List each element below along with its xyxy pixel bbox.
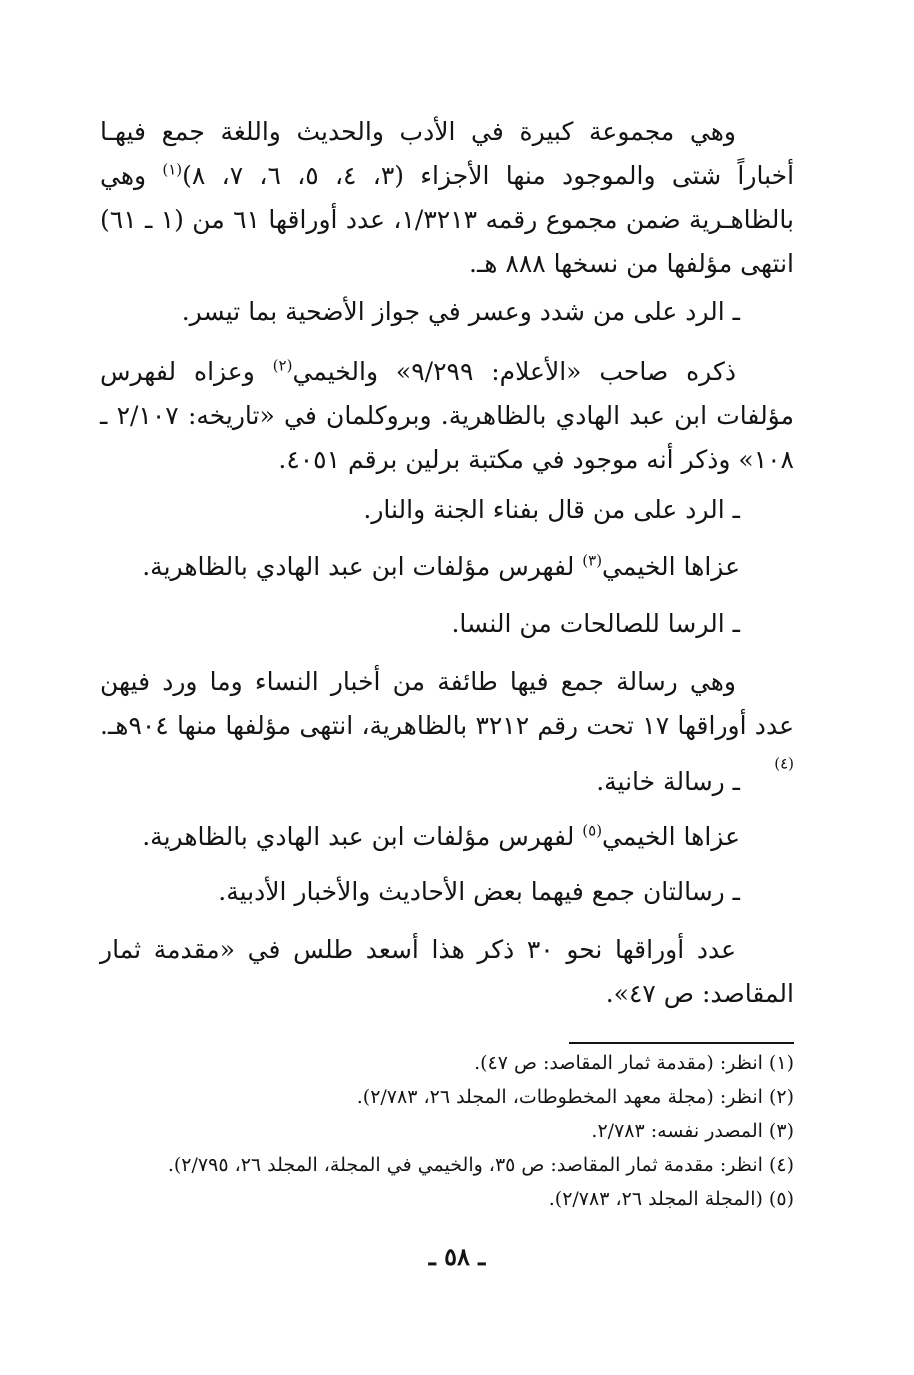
page-number: ـ ٥٨ ـ xyxy=(428,1242,486,1271)
paragraph-text: عزاها الخيمي xyxy=(602,552,740,581)
paragraph-attribution-3 xyxy=(100,545,740,589)
paragraph-text: ذكره صاحب «الأعلام: ٩/٢٩٩» والخيمي xyxy=(292,357,736,386)
footnote-1: (١) انظر: (مقدمة ثمار المقاصد: ص ٤٧). xyxy=(474,1052,794,1074)
footnote-3: (٣) المصدر نفسه: ٢/٧٨٣. xyxy=(591,1120,794,1142)
footnote-4: (٤) انظر: مقدمة ثمار المقاصد: ص ٣٥، والخيمي في المجلة، المجلد ٢٦، ٢/٧٩٥). xyxy=(167,1154,794,1176)
entry-title-risalatan: ـ رسالتان جمع فيهما بعض الأحاديث والأخبار الأدبية. xyxy=(218,877,740,906)
paragraph-page-count: عدد أوراقها نحو ٣٠ ذكر هذا أسعد طلس في «مقدمة ثمار المقاصد: ص ٤٧». xyxy=(100,935,794,1008)
paragraph-text: وهي رسالة جمع فيها طائفة من أخبار النساء وما ورد فيهن عدد أوراقها ١٧ تحت رقم ٣٢١٢ بالظاهرية، انتهى مؤلفها منها ٩٠٤هـ. xyxy=(100,667,794,740)
paragraph-text-continued: لفهرس مؤلفات ابن عبد الهادي بالظاهرية. xyxy=(142,552,583,581)
footnotes-list xyxy=(100,1046,794,1216)
paragraph-text-continued: لفهرس مؤلفات ابن عبد الهادي بالظاهرية. xyxy=(142,822,583,851)
entry-title-risala-nisa: ـ الرسا للصالحات من النسا. xyxy=(451,609,740,638)
paragraph-alam-reference xyxy=(100,350,794,482)
footnote-ref-5: (٥) xyxy=(582,821,603,840)
entry-title-jannah-nar: ـ الرد على من قال بفناء الجنة والنار. xyxy=(363,495,740,524)
footnote-divider xyxy=(569,1042,794,1044)
footnote-ref-4: (٤) xyxy=(774,754,794,773)
paragraph-collection-description xyxy=(100,110,794,286)
paragraph-text-continued: وعزاه لفهرس مؤلفات ابن عبد الهادي بالظاهرية. وبروكلمان في «تاريخه: ٢/١٠٧ ـ ١٠٨» وذكر أنه موجود في مكتبة برلين برقم ٤٠٥١. xyxy=(100,357,794,474)
footnote-ref-3: (٣) xyxy=(582,551,603,570)
footnote-ref-1: (١) xyxy=(162,160,183,179)
paragraph-text: عزاها الخيمي xyxy=(602,822,740,851)
footnote-2: (٢) انظر: (مجلة معهد المخطوطات، المجلد ٢٦، ٢/٧٨٣). xyxy=(356,1086,794,1108)
paragraph-text-continued: وهي بالظاهـرية ضمن مجموع رقمه ١/٣٢١٣، عدد أوراقها ٦١ من (١ ـ ٦١) انتهى مؤلفها من نسخها ٨٨٨ هـ. xyxy=(100,161,794,278)
entry-title-udhiya: ـ الرد على من شدد وعسر في جواز الأضحية بما تيسر. xyxy=(181,297,740,326)
paragraph-text: وهي مجموعة كبيرة في الأدب والحديث واللغة جمع فيهـا أخباراً شتى والموجود منها الأجزاء (٣، ٤، ٥، ٦، ٧، ٨) xyxy=(100,117,795,190)
footnote-5: (٥) (المجلة المجلد ٢٦، ٢/٧٨٣). xyxy=(548,1188,794,1210)
paragraph-attribution-5 xyxy=(100,815,740,859)
footnote-ref-2: (٢) xyxy=(272,356,293,375)
entry-title-risala-khaniya: ـ رسالة خانية. xyxy=(596,767,740,796)
